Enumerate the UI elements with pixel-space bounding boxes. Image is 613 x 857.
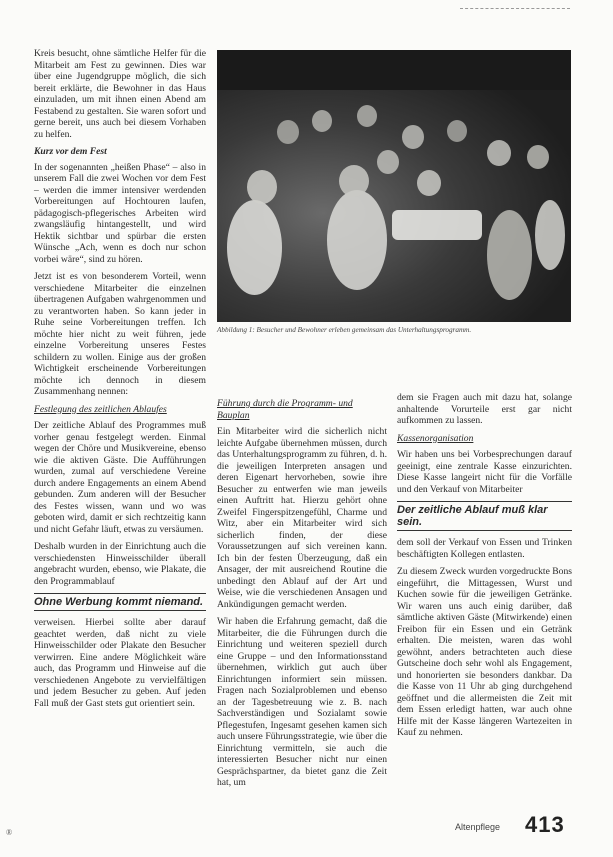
text-column-1 bbox=[34, 48, 206, 715]
paragraph: dem sie Fragen auch mit dazu hat, solange anhaltende Vorurteile erst gar nicht aufkommen zu lassen. bbox=[397, 392, 572, 426]
text-column-2 bbox=[217, 392, 387, 795]
subheading: Kassenorganisation bbox=[397, 432, 474, 444]
magazine-name: Altenpflege bbox=[455, 822, 501, 832]
paragraph: Zu diesem Zweck wurden vorgedruckte Bons eingeführt, die Mittagessen, Wurst und Kuchen sowie für die jeweiligen Getränke. Wir waren uns auch einig darüber, daß sämtliche aktiven Gäste (Mitwirkende) einen Freibon für ein Essen und ein Getränk erhalten. Die meisten, waren das wohl gewöhnt, anders betrachteten auch diese Gutscheine doch sehr wohl als Engagement, und honorierten sie besonders dankbar. Da die Kasse von 11 Uhr ab ging durchgehend geöffnet und die allermeisten die Zeit mit dem Essen erledigt hatten, war auch ohne Hilfe mit der Kasse längeren Wartezeiten in Kauf zu nehmen. bbox=[397, 566, 572, 738]
paragraph: Kreis besucht, ohne sämtliche Helfer für die Mitarbeit am Fest zu gewinnen. Dies war über eine Jugendgruppe möglich, die sich bereit erklärte, die Bewohner in das Haus einzuladen, um mit ihnen einen Abend am Festabend zu gestalten. Sie waren sofort und gerne bereit, uns auch bei diesem Vorhaben zu helfen. bbox=[34, 48, 206, 140]
corner-mark: ® bbox=[6, 828, 13, 837]
paragraph: Wir haben die Erfahrung gemacht, daß die Mitarbeiter, die die Führungen durch die Einrichtung und weiteren speziell durch eine Gruppe – und den Informationsstand übernehmen, wirklich gut auch über Einrichtungen informiert sein müssen. Fragen nach Sozialproblemen und ebenso an der Tagesbetreuung wie z. B. nach Sachverständigen und Sozialamt sowie Pflegestufen, Ingesamt gesehen kamen sich auch unsere Führungsstrategie, wie über die Einrichtung vermitteln, sie auch die interessierten Besucher nicht nur einen Gesprächspartner, da bietet ganz die Zeit hat, um bbox=[217, 616, 387, 788]
page-number: 413 bbox=[525, 812, 565, 837]
pull-quote-heading: Ohne Werbung kommt niemand. bbox=[34, 593, 206, 611]
pull-quote-heading: Der zeitliche Ablauf muß klar sein. bbox=[397, 501, 572, 531]
paragraph: dem soll der Verkauf von Essen und Trinken beschäftigten Kollegen entlasten. bbox=[397, 537, 572, 560]
top-rule bbox=[460, 8, 570, 10]
event-photo bbox=[217, 50, 571, 322]
paragraph: Deshalb wurden in der Einrichtung auch die verschiedensten Hinweisschilder überall angebracht wurden, ebenso, wie Plakate, die den Programmablauf bbox=[34, 541, 206, 587]
text-column-3 bbox=[397, 392, 572, 745]
paragraph: Der zeitliche Ablauf des Programmes muß vorher genau festgelegt werden. Einmal wegen der Chöre und Musikvereine, ebenso wie die aktiven Gäste. Die Aufführungen wurden, zumal auf verschiedene Vereine durch andere Engagements an einem Abend gebunden. Zum anderen will der Besucher des Festes wissen, wann und wo was geboten wird, damit er sich rechtzeitig kann und nicht Gefahr läuft, etwas zu versäumen. bbox=[34, 420, 206, 535]
paragraph: Ein Mitarbeiter wird die sicherlich nicht leichte Aufgabe übernehmen müssen, durch das Unterhaltungsprogramm zu führen, d. h. die jeweiligen Interpreten ansagen und deren Eigenart hervorheben, sowie ihre Besucher zu entwerfen wie man jeweils einen Auftritt hat. Hierzu gehört ohne Zweifel Fingerspitzengefühl, Charme und Witz, aber ein Mitarbeiter wird sich sicherlich finden, der diese Voraussetzungen auf sich vereinen kann. Ich bin der festen Überzeugung, daß ein Ansager, der mit ausreichend Routine die unbedingt den Ablauf auf der Art und Weise, wie die verschiedenen Ansagen und Ankündigungen gemacht werden. bbox=[217, 426, 387, 610]
paragraph: Wir haben uns bei Vorbesprechungen darauf geeinigt, eine zentrale Kasse einzurichten. Diese Kasse langeirt nicht für die Vorfälle und den Verkauf von Mitarbeiter bbox=[397, 449, 572, 495]
page-footer bbox=[455, 812, 575, 838]
subheading: Führung durch die Programm- und Bauplan bbox=[217, 398, 353, 421]
paragraph: In der sogenannten „heißen Phase“ – also in unserem Fall die zwei Wochen vor dem Fest – werden die immer intensiver werdenden Vorbereitungen auf Hochtouren laufen, pädagogisch-pflegerisches Arbeiten wird zwangsläufig hintangestellt, und wird Hektik sichtbar und spürbar die ersten Wünsche „Ach, wenn es doch nur schon vorbei wäre“, sind zu hören. bbox=[34, 161, 206, 265]
paragraph: verweisen. Hierbei sollte aber darauf geachtet werden, daß nicht zu viele Hinweisschilder oder Plakate den Besucher verwirren. Eine andere Möglichkeit wäre auch, das Programm und Hinweise auf die verschiedenen Angebote zu vervielfältigen und jedem Besucher zu geben. Auf jeden Fall muß der Gast stets gut orientiert sein. bbox=[34, 617, 206, 709]
photo-caption: Abbildung 1: Besucher und Bewohner erleben gemeinsam das Unterhaltungsprogramm. bbox=[217, 326, 472, 334]
subheading: Kurz vor dem Fest bbox=[34, 146, 107, 157]
paragraph: Jetzt ist es von besonderem Vorteil, wenn verschiedene Mitarbeiter die einzelnen übertragenen Aufgaben wahrgenommen und zu verantworten haben. So kann jeder in Ruhe seine Vorbereitungen treffen. Ich möchte hier nicht zu weit führen, jede einzelne Vorbereitung unseres Festes schildern zu wollen. Einige aus der großen Wichtigkeit erscheinende Vorbereitungen möchte ich dennoch in diesem Zusammenhang nennen: bbox=[34, 271, 206, 397]
subheading: Festlegung des zeitlichen Ablaufes bbox=[34, 403, 167, 415]
